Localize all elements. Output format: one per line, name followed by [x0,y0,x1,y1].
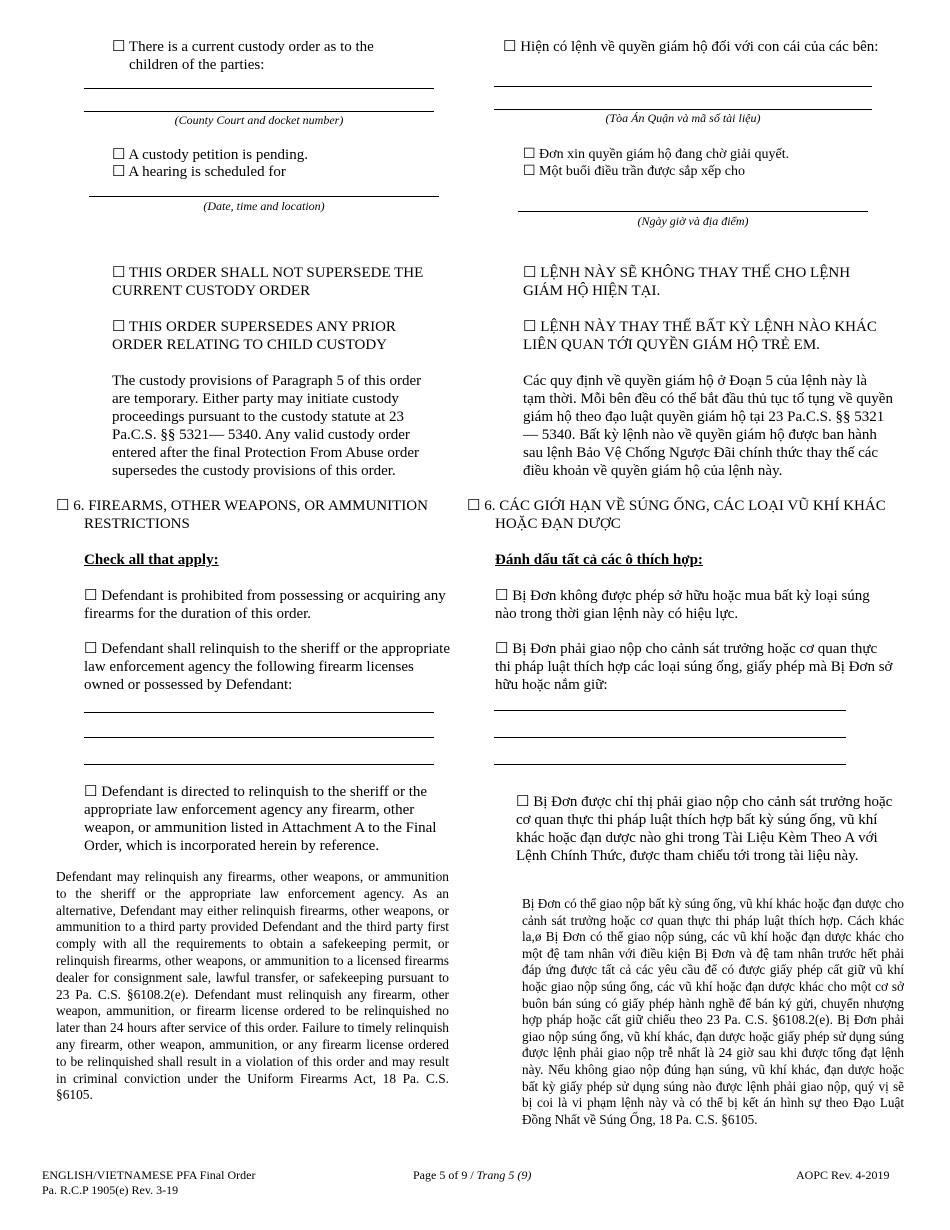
footer-page-en: Page 5 of 9 / [413,1168,477,1182]
relinquish-licenses-checkbox-en[interactable]: ☐ Defendant shall relinquish to the sheriff or the appropriate law enforcement agency the following firearm licenses owned or possessed by Defendant: [84,641,450,693]
prohibited-checkbox-en[interactable]: ☐ Defendant is prohibited from possessing or acquiring any firearms for the duration of this order. [84,588,446,622]
section6-heading-vi[interactable]: ☐ 6. CÁC GIỚI HẠN VỀ SÚNG ỐNG, CÁC LOẠI VŨ KHÍ KHÁC HOẶC ĐẠN DƯỢC [467,498,886,532]
footer-form-name: ENGLISH/VIETNAMESE PFA Final Order [42,1168,256,1182]
footer-rule: Pa. R.C.P 1905(e) Rev. 3-19 [42,1183,179,1197]
directed-checkbox-vi[interactable]: ☐ Bị Đơn được chỉ thị phải giao nộp cho cảnh sát trưởng hoặc cơ quan thực thi pháp luật thích hợp bất kỳ súng ống, vũ khí khác hoặc đạn dược nào ghi trong Tài Liệu Kèm Theo A với Lệnh Chính Thức, được tham chiếu tới trong tài liệu này. [516,794,893,864]
custody-provisions-vi: Các quy định về quyền giám hộ ở Đoạn 5 của lệnh này là tạm thời. Mỗi bên đều có thể bắt đầu thủ tục tố tụng về quyền giám hộ theo đạo luật quyền giám hộ tại 23 Pa.C.S. §§ 5321— 5340. Bất kỳ lệnh nào về quyền giám hộ được ban hành sau lệnh Bảo Vệ Chống Ngược Đãi chính thức thay thế các điều khoản về quyền giám hộ của lệnh này. [523,373,893,479]
petition-pending-checkbox-en[interactable]: ☐ A custody petition is pending. [112,147,308,163]
relinquish-paragraph-vi: Bị Đơn có thể giao nộp bất kỳ súng ống, vũ khí khác hoặc đạn dược cho cảnh sát trưởng hoặc cơ quan thực thi pháp luật thích hợp. Cách khác la,ø Bị Đơn có thể giao nộp súng, các vũ khí hoặc đạn dược khác cho một đệ tam nhân với điều kiện Bị Đơn và đệ tam nhân trước hết phải đáp ứng được tất cả các yêu cầu để có được giấy phép cất giữ vũ khí hoặc giao nộp súng ống, các vũ khí hoặc đạn dược khác cho một cơ sở buôn bán súng có giấy phép hành nghề để bán ký gửi, chuyển nhượng hợp pháp hoặc cất giữ chiếu theo 23 Pa. C.S. §6108.2(e). Bị Đơn phải giao nộp súng ống, vũ khí khác, đạn dược hoặc giấy phép sử dụng súng được lệnh phải giao nộp trễ nhất là 24 giờ sau khi được tống đạt lệnh này. Nếu không giao nộp đúng hạn súng, vũ khí khác, đạn dược hoặc bất kỳ giấy phép sử dụng súng nào được lệnh phải giao nộp, quý vị sẽ bị coi là vi phạm lệnh này và có thể bị kết án hình sự theo Đạo Luật Đồng Nhất về Súng Ống, 18 Pa. C.S. §6105. [522,896,904,1127]
license-line-2-en [84,737,434,738]
custody-order-text-en: ☐ There is a current custody order as to the children of the parties: [112,39,374,73]
court-caption-vi: (Tòa Án Quận và mã số tài liệu) [605,111,761,125]
supersedes-checkbox-vi[interactable]: ☐ LỆNH NÀY THAY THẾ BẤT KỲ LỆNH NÀO KHÁC LIÊN QUAN TỚI QUYỀN GIÁM HỘ TRẺ EM. [523,319,877,353]
court-caption-en: (County Court and docket number) [174,113,344,127]
footer-page-vi: Trang 5 (9) [476,1168,532,1182]
section6-heading-en[interactable]: ☐ 6. FIREARMS, OTHER WEAPONS, OR AMMUNITION RESTRICTIONS [56,498,428,532]
footer-revision: AOPC Rev. 4-2019 [796,1168,890,1182]
license-line-1-en [84,712,434,713]
supersedes-checkbox-en[interactable]: ☐ THIS ORDER SUPERSEDES ANY PRIOR ORDER RELATING TO CHILD CUSTODY [112,319,396,353]
not-supersede-checkbox-vi[interactable]: ☐ LỆNH NÀY SẼ KHÔNG THAY THẾ CHO LỆNH GIÁM HỘ HIỆN TẠI. [523,265,851,299]
relinquish-paragraph-en: Defendant may relinquish any firearms, other weapons, or ammunition to the sheriff or the appropriate law enforcement agency. As an alternative, Defendant may either relinquish firearms, other weapons, or ammunition to a third party provided Defendant and the third party first comply with all the requirements to obtain a safekeeping permit, or relinquish firearms, other weapons, or ammunition to a licensed firearms dealer for consignment sale, lawful transfer, or safekeeping pursuant to 23 Pa. C.S. §6108.2(e). Defendant must relinquish any firearm, other weapon, ammunition, or firearm license ordered to be relinquished no later than 24 hours after service of this order. Failure to timely relinquish any firearm, other weapon, ammunition, or any firearm license ordered to be relinquished shall result in a violation of this order and may result in criminal conviction under the Uniform Firearms Act, 18 Pa. C.S. §6105. [56,869,449,1103]
footer-page-number [413,1168,531,1182]
not-supersede-checkbox-en[interactable]: ☐ THIS ORDER SHALL NOT SUPERSEDE THE CURRENT CUSTODY ORDER [112,265,424,299]
petition-pending-checkbox-vi[interactable]: ☐ Đơn xin quyền giám hộ đang chờ giải quyết. [523,147,790,162]
check-all-vi: Đánh dấu tất cả các ô thích hợp: [495,552,703,568]
date-caption-vi: (Ngày giờ và địa điểm) [637,214,749,228]
directed-checkbox-en[interactable]: ☐ Defendant is directed to relinquish to the sheriff or the appropriate law enforcement agency any firearm, other weapon, or ammunition listed in Attachment A to the Final Order, which is incorporated herein by reference. [84,784,437,854]
date-caption-en: (Date, time and location) [203,199,325,213]
license-line-2-vi [494,737,846,738]
license-line-3-vi [494,764,846,765]
date-line-en [89,196,439,197]
license-line-3-en [84,764,434,765]
date-line-vi [518,211,868,212]
check-all-en: Check all that apply: [84,552,219,568]
court-line-1-en [84,88,434,89]
hearing-scheduled-checkbox-vi[interactable]: ☐ Một buổi điều trần được sắp xếp cho [523,164,745,179]
custody-order-checkbox-en[interactable] [112,38,412,74]
prohibited-checkbox-vi[interactable]: ☐ Bị Đơn không được phép sở hữu hoặc mua bất kỳ loại súng nào trong thời gian lệnh này có hiệu lực. [495,588,870,622]
custody-order-checkbox-vi[interactable]: ☐ Hiện có lệnh về quyền giám hộ đối với con cái của các bên: [503,39,879,55]
relinquish-licenses-checkbox-vi[interactable]: ☐ Bị Đơn phải giao nộp cho cảnh sát trưởng hoặc cơ quan thực thi pháp luật thích hợp các loại súng ống, giấy phép mà Bị Đơn sở hữu hoặc nắm giữ: [495,641,893,693]
license-line-1-vi [494,710,846,711]
hearing-scheduled-checkbox-en[interactable]: ☐ A hearing is scheduled for [112,164,286,180]
court-line-2-vi [494,109,872,110]
court-line-1-vi [494,86,872,87]
court-line-2-en [84,111,434,112]
custody-provisions-en: The custody provisions of Paragraph 5 of this order are temporary. Either party may initiate custody proceedings pursuant to the custody statute at 23 Pa.C.S. §§ 5321— 5340. Any valid custody order entered after the final Protection From Abuse order supersedes the custody provisions of this order. [112,373,422,479]
